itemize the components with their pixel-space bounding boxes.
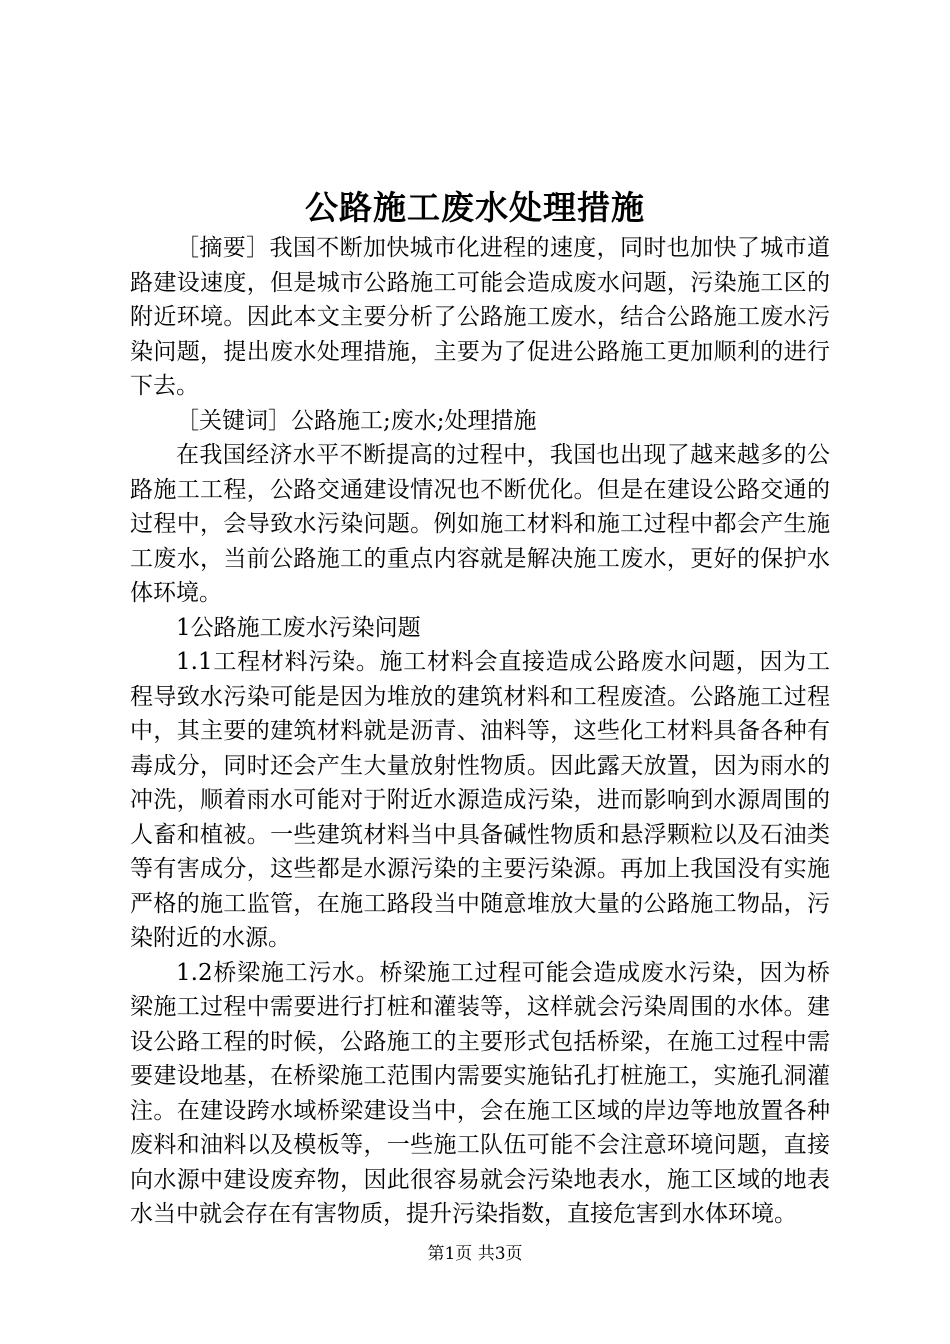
keywords-line: ［关键词］公路施工;废水;处理措施	[176, 407, 537, 434]
section-heading-1: 1公路施工废水污染问题	[176, 614, 421, 641]
abstract-paragraph: ［摘要］我国不断加快城市化进程的速度，同时也加快了城市道路建设速度，但是城市公路施工可能会造成废水问题，污染施工区的附近环境。因此本文主要分析了公路施工废水，结合公路施工废水污染问题，提出废水处理措施，主要为了促进公路施工更加顺利的进行下去。	[130, 235, 830, 399]
intro-paragraph: 在我国经济水平不断提高的过程中，我国也出现了越来越多的公路施工工程，公路交通建设情况也不断优化。但是在建设公路交通的过程中，会导致水污染问题。例如施工材料和施工过程中都会产生施工废水，当前公路施工的重点内容就是解决施工废水，更好的保护水体环境。	[130, 442, 830, 606]
section-1-1-paragraph: 1.1工程材料污染。施工材料会直接造成公路废水问题，因为工程导致水污染可能是因为堆放的建筑材料和工程废渣。公路施工过程中，其主要的建筑材料就是沥青、油料等，这些化工材料具备各种有毒成分，同时还会产生大量放射性物质。因此露天放置，因为雨水的冲洗，顺着雨水可能对于附近水源造成污染，进而影响到水源周围的人畜和植被。一些建筑材料当中具备碱性物质和悬浮颗粒以及石油类等有害成分，这些都是水源污染的主要污染源。再加上我国没有实施严格的施工监管，在施工路段当中随意堆放大量的公路施工物品，污染附近的水源。	[130, 649, 830, 951]
document-body	[130, 231, 830, 1232]
page-number-footer: 第1页 共3页	[427, 1244, 523, 1264]
section-1-2-paragraph: 1.2桥梁施工污水。桥梁施工过程可能会造成废水污染，因为桥梁施工过程中需要进行打桩和灌装等，这样就会污染周围的水体。建设公路工程的时候，公路施工的主要形式包括桥梁，在施工过程中需要建设地基，在桥梁施工范围内需要实施钻孔打桩施工，实施孔洞灌注。在建设跨水域桥梁建设当中，会在施工区域的岸边等地放置各种废料和油料以及模板等，一些施工队伍可能不会注意环境问题，直接向水源中建设废弃物，因此很容易就会污染地表水，施工区域的地表水当中就会存在有害物质，提升污染指数，直接危害到水体环境。	[130, 959, 830, 1227]
document-title: 公路施工废水处理措施	[305, 188, 645, 227]
